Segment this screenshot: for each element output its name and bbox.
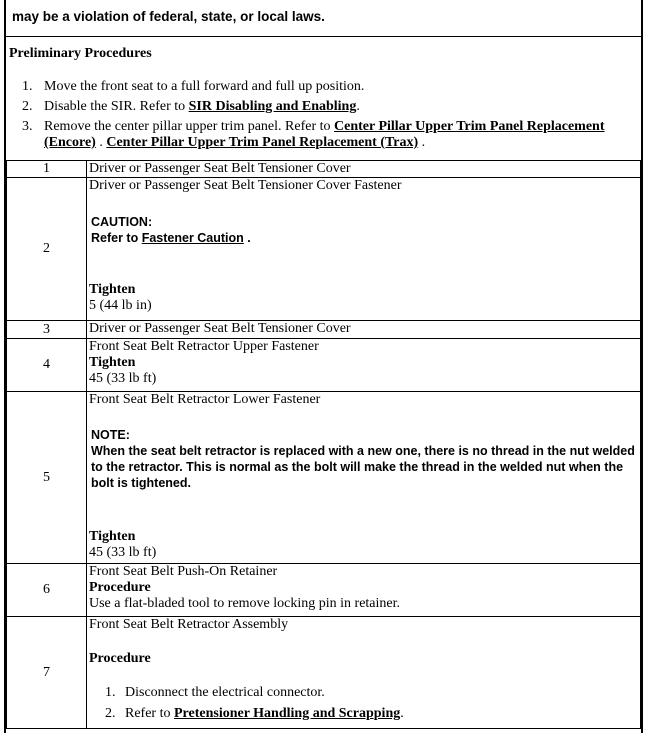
substep-number: 1. <box>105 685 116 700</box>
row-name: Driver or Passenger Seat Belt Tensioner Cover <box>87 161 641 178</box>
step-text-end: . <box>418 135 426 150</box>
row-name: Driver or Passenger Seat Belt Tensioner Cover <box>87 321 641 339</box>
row-name: Front Seat Belt Push-On Retainer <box>89 564 278 579</box>
note-label: NOTE: <box>91 428 130 442</box>
caution-label: CAUTION: <box>91 215 153 229</box>
step-item <box>6 119 636 151</box>
procedure-substeps <box>89 685 640 722</box>
substep-item <box>89 685 640 701</box>
caution-text <box>89 230 640 246</box>
pretensioner-handling-link[interactable]: Pretensioner Handling and Scrapping <box>173 706 401 721</box>
row-number: 2 <box>7 178 87 321</box>
note-text: When the seat belt retractor is replaced with a new one, there is no thread in the nut welded to the retractor. This is normal as the bolt will make the thread in the welded nut when the bolt is tightened. <box>91 444 635 490</box>
substep-item <box>89 706 640 722</box>
step-number: 3. <box>22 119 33 134</box>
row-content <box>87 617 641 729</box>
tighten-label: Tighten <box>89 355 136 370</box>
caution-suffix: . <box>243 231 251 245</box>
row-name: Driver or Passenger Seat Belt Tensioner Cover Fastener <box>89 178 402 193</box>
tighten-label: Tighten <box>89 529 136 544</box>
row-number: 5 <box>7 392 87 564</box>
table-row <box>7 321 641 339</box>
row-number: 3 <box>7 321 87 339</box>
table-row <box>7 617 641 729</box>
section-heading: Preliminary Procedures <box>9 46 152 61</box>
document-page <box>4 0 643 733</box>
table-row <box>7 178 641 321</box>
step-item <box>6 79 636 95</box>
table-row <box>7 392 641 564</box>
step-item <box>6 99 636 115</box>
step-text: Move the front seat to a full forward and full up position. <box>44 79 365 94</box>
trim-panel-encore-link[interactable]: Center Pillar Upper Trim Panel Replacement (Encore) <box>44 119 605 150</box>
warning-text: may be a violation of federal, state, or local laws. <box>12 9 325 24</box>
trim-panel-trax-link[interactable]: Center Pillar Upper Trim Panel Replacement (Trax) <box>106 135 419 150</box>
row-number: 4 <box>7 339 87 392</box>
tighten-value: 45 (33 lb ft) <box>89 545 157 560</box>
row-content <box>87 339 641 392</box>
step-text-end: . <box>356 99 360 114</box>
row-number: 6 <box>7 564 87 617</box>
step-number: 2. <box>22 99 33 114</box>
divider <box>6 36 641 37</box>
row-number: 1 <box>7 161 87 178</box>
step-number: 1. <box>22 79 33 94</box>
substep-text: Disconnect the electrical connector. <box>125 685 325 700</box>
tighten-value: 45 (33 lb ft) <box>89 371 157 386</box>
row-name: Front Seat Belt Retractor Upper Fastener <box>89 339 319 354</box>
row-content <box>87 178 641 321</box>
step-separator: . <box>95 135 107 150</box>
tighten-value: 5 (44 lb in) <box>89 298 152 313</box>
procedure-label: Procedure <box>89 580 151 595</box>
step-text: Disable the SIR. Refer to <box>44 99 189 114</box>
fastener-caution-link[interactable]: Fastener Caution <box>141 231 244 245</box>
table-row <box>7 161 641 178</box>
substep-number: 2. <box>105 706 116 721</box>
tighten-label: Tighten <box>89 282 136 297</box>
step-text: Remove the center pillar upper trim panel. Refer to <box>44 119 335 134</box>
row-content <box>87 564 641 617</box>
parts-table <box>6 160 641 729</box>
row-name: Front Seat Belt Retractor Assembly <box>89 617 289 632</box>
preliminary-steps <box>6 79 636 155</box>
table-row <box>7 564 641 617</box>
sir-disabling-link[interactable]: SIR Disabling and Enabling <box>188 99 357 114</box>
procedure-label: Procedure <box>89 651 151 666</box>
row-name: Front Seat Belt Retractor Lower Fastener <box>89 392 321 407</box>
table-row <box>7 339 641 392</box>
row-number: 7 <box>7 617 87 729</box>
substep-text-end: . <box>400 706 404 721</box>
procedure-text: Use a flat-bladed tool to remove locking pin in retainer. <box>89 596 401 611</box>
row-content <box>87 392 641 564</box>
caution-prefix: Refer to <box>91 231 142 245</box>
substep-text: Refer to <box>125 706 174 721</box>
